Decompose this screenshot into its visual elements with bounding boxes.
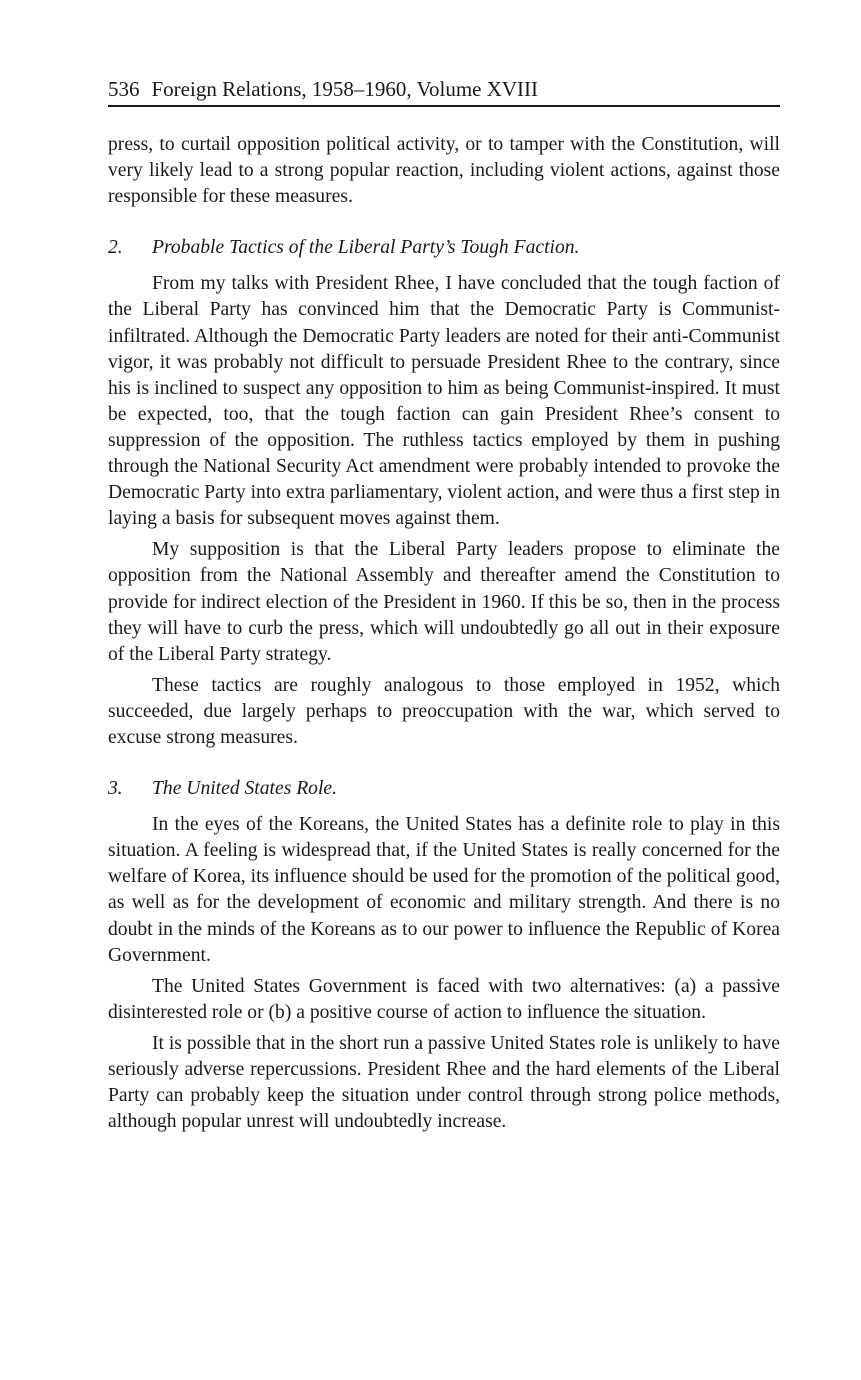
section-number: 2. — [108, 237, 123, 259]
running-head — [108, 74, 780, 107]
section-number: 3. — [108, 778, 123, 800]
page-number: 536 — [108, 77, 140, 101]
paragraph: In the eyes of the Koreans, the United States has a definite role to play in this situation. A feeling is widespread that, if the United States is really concerned for the welfare of Korea, its influence should be used for the promotion of the political good, as well as for the development of economic and military strength. And there is no doubt in the minds of the Koreans as to our power to influence the Republic of Korea Government. — [108, 814, 780, 966]
document-page — [108, 74, 780, 1140]
section-heading-2 — [108, 235, 780, 261]
paragraph: From my talks with President Rhee, I have concluded that the tough faction of the Liberal Party has convinced him that the Democratic Party is Communist-infiltrated. Although the Democratic Party leaders are noted for their anti-Communist vigor, it was probably not difficult to persuade President Rhee to the contrary, since his is inclined to suspect any opposition to him as being Communist-inspired. It must be expected, too, that the tough faction can gain President Rhee’s consent to suppression of the opposition. The ruthless tactics employed by them in pushing through the National Security Act amendment were probably intended to provoke the Democratic Party into extra parliamentary, violent action, and were thus a first step in laying a basis for subsequent moves against them. — [108, 273, 780, 530]
paragraph: It is possible that in the short run a passive United States role is unlikely to have seriously adverse repercussions. President Rhee and the hard elements of the Liberal Party can probably keep the situation under control through strong police methods, although popular unrest will undoubtedly increase. — [108, 1032, 780, 1133]
publication-title: Foreign Relations, 1958–1960, Volume XVIII — [151, 77, 539, 101]
section-title: Probable Tactics of the Liberal Party’s Tough Faction. — [152, 237, 580, 259]
paragraph: The United States Government is faced with two alternatives: (a) a passive disinterested role or (b) a positive course of action to influence the situation. — [108, 975, 780, 1023]
paragraph: My supposition is that the Liberal Party leaders propose to eliminate the opposition from the National Assembly and thereafter amend the Constitution to provide for indirect election of the President in 1960. If this be so, then in the process they will have to curb the press, which will undoubtedly go all out in their exposure of the Liberal Party strategy. — [108, 539, 780, 665]
section-title: The United States Role. — [152, 778, 338, 800]
section-heading-3 — [108, 776, 780, 802]
document-body — [108, 132, 780, 1135]
paragraph: These tactics are roughly analogous to those employed in 1952, which succeeded, due largely perhaps to preoccupation with the war, which served to excuse strong measures. — [108, 674, 780, 748]
paragraph-continued: press, to curtail opposition political activity, or to tamper with the Constitution, will very likely lead to a strong popular reaction, including violent actions, against those responsible for these measures. — [108, 134, 780, 208]
